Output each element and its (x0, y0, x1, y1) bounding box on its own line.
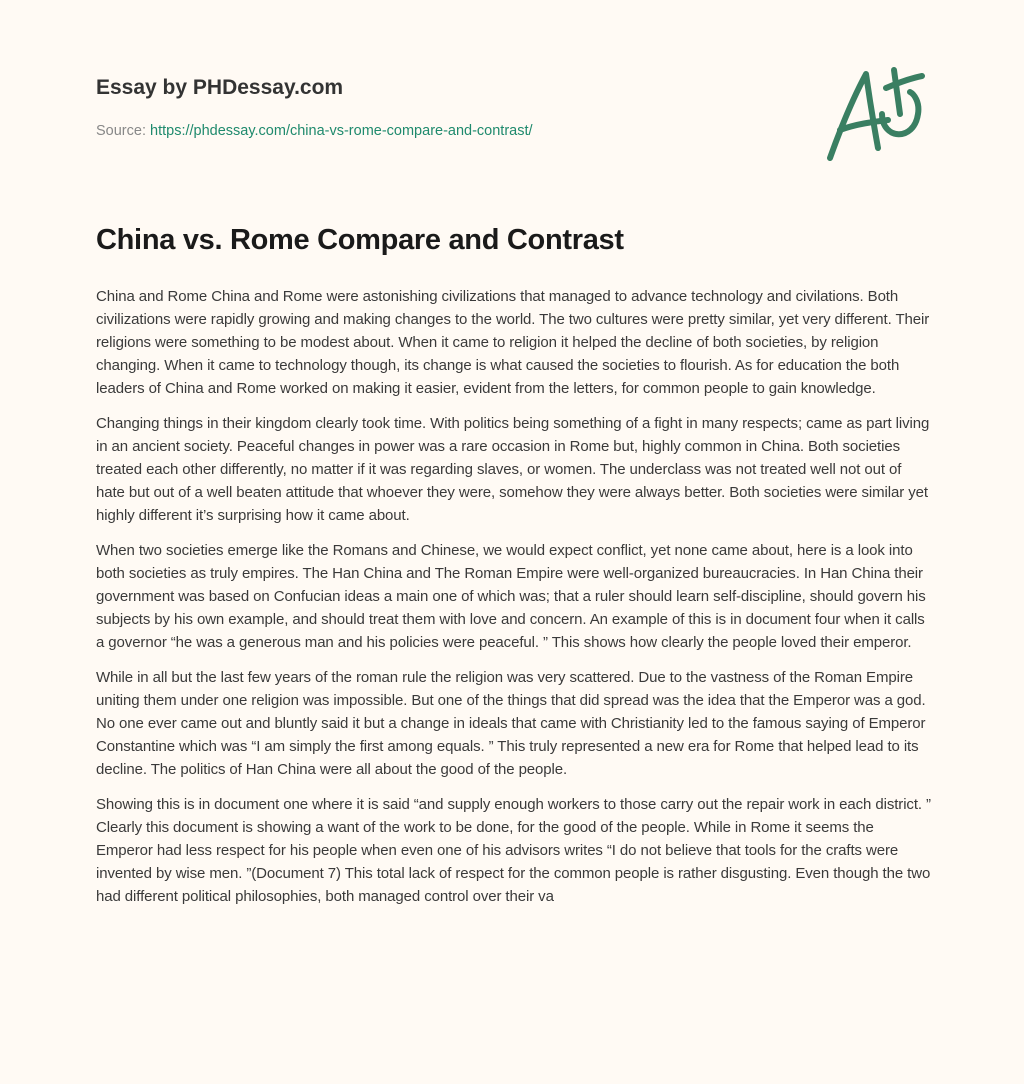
essay-title: China vs. Rome Compare and Contrast (96, 224, 624, 256)
source-label: Source: (96, 123, 146, 139)
essay-paragraph: China and Rome China and Rome were astonishing civilizations that managed to advance technology and civilations. Both civilizations were rapidly growing and making changes to the world. The two cultures were pretty similar, yet very different. Their religions were something to be modest about. When it came to religion it helped the decline of both societies, by religion changing. When it came to technology though, its change is what caused the societies to flourish. As for education the both leaders of China and Rome worked on making it easier, evident from the letters, for common people to gain knowledge. (96, 288, 930, 397)
essay-paragraph: While in all but the last few years of the roman rule the religion was very scattered. Due to the vastness of the Roman Empire uniting them under one religion was impossible. But one of the things that did spread was the idea that the Emperor was a god. No one ever came out and bluntly said it but a change in ideals that came with Christianity led to the famous saying of Emperor Constantine which was “I am simply the first among equals. ” This truly represented a new era for Rome that helped lead to its decline. The politics of Han China were all about the good of the people. (96, 669, 926, 778)
source-line (96, 123, 533, 139)
essay-paragraph: When two societies emerge like the Romans and Chinese, we would expect conflict, yet none came about, here is a look into both societies as truly empires. The Han China and The Roman Empire were well-organized bureaucracies. In Han China their government was based on Confucian ideas a main one of which was; that a ruler should learn self-discipline, should govern his subjects by his own example, and should treat them with love and concern. An example of this is in document four when it calls a governor “he was a generous man and his policies were peaceful. ” This shows how clearly the people loved their emperor. (96, 542, 926, 651)
source-link[interactable]: https://phdessay.com/china-vs-rome-compare-and-contrast/ (150, 123, 533, 139)
essay-body (96, 285, 932, 920)
site-brand: Essay by PHDessay.com (96, 76, 344, 99)
a-plus-logo-icon (818, 64, 930, 168)
essay-paragraph: Showing this is in document one where it is said “and supply enough workers to those carry out the repair work in each district. ” Clearly this document is showing a want of the work to be done, for the good of the people. While in Rome it seems the Emperor had less respect for his people when even one of his advisors writes “I do not believe that tools for the crafts were invented by wise men. ”(Document 7) This total lack of respect for the common people is rather disgusting. Even though the two had different political philosophies, both managed control over their va (96, 796, 931, 905)
essay-paragraph: Changing things in their kingdom clearly took time. With politics being something of a fight in many respects; came as part living in an ancient society. Peaceful changes in power was a rare occasion in Rome but, highly common in China. Both societies treated each other differently, no matter if it was regarding slaves, or women. The underclass was not treated well not out of hate but out of a well beaten attitude that whoever they were, somehow they were always better. Both societies were similar yet highly different it’s surprising how it came about. (96, 415, 930, 524)
